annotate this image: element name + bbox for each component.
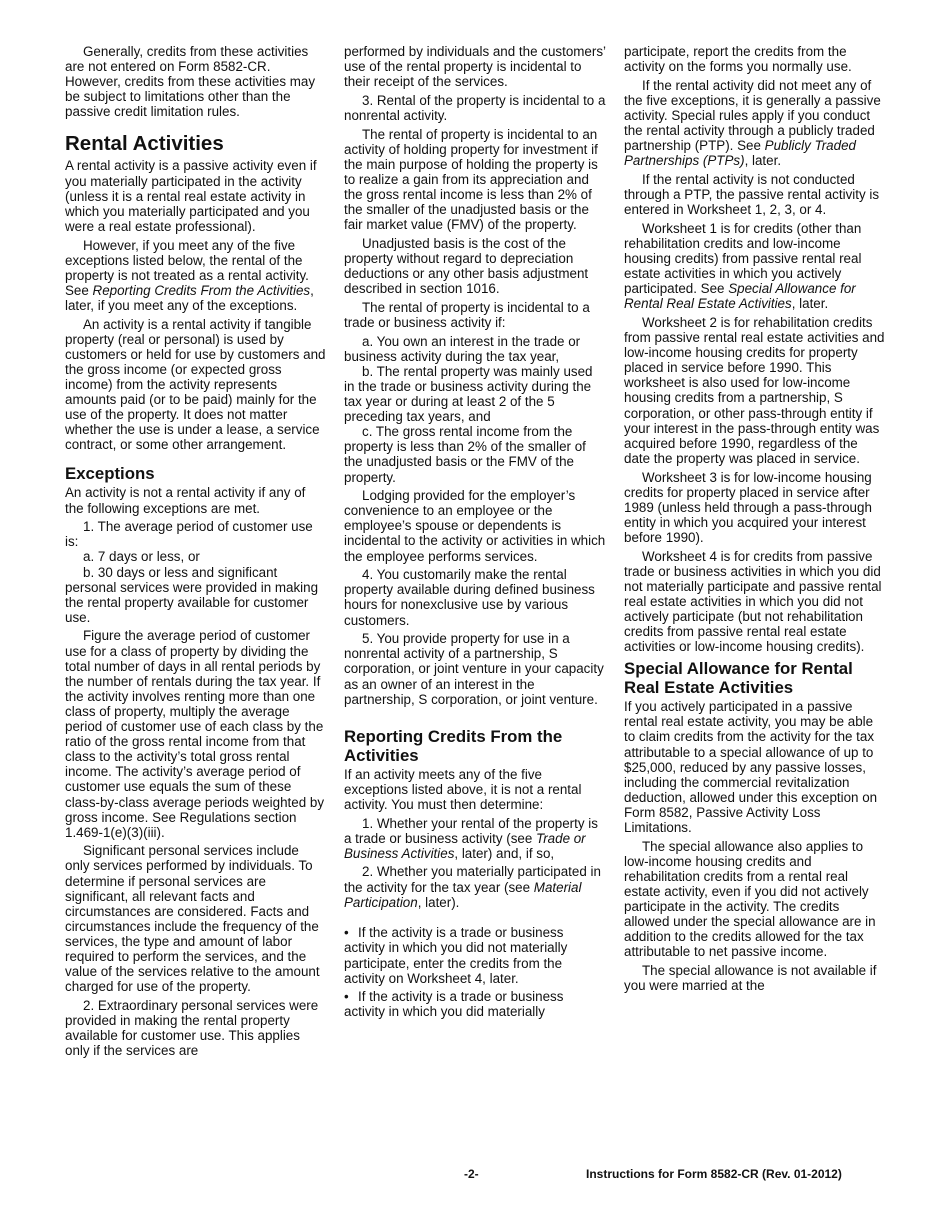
paragraph: 3. Rental of the property is incidental to a nonrental activity. <box>344 92 606 123</box>
cross-reference: Special Allowance for Rental Real Estate Activities <box>624 281 856 312</box>
paragraph: b. The rental property was mainly used in the trade or business activity during the tax year or during at least 2 of the 5 preceding tax years, and <box>344 363 593 425</box>
paragraph: Lodging provided for the employer’s convenience to an employee or the employee’s spouse or dependents is incidental to the activity or activities in which the employee performs services. <box>344 488 606 564</box>
text: 2. Whether you materially participated in the activity for the tax year (see <box>344 864 601 895</box>
column-right <box>624 44 886 997</box>
paragraph: Worksheet 2 is for rehabilitation credits from passive rental real estate activities and low-income housing credits for property placed in service before 1990. This worksheet is also used for low-income housing credits from a partnership, S corporation, or other pass-through entity if your interest in the pass-through entity was acquired before 1990, regardless of the date the property was placed in service. <box>624 314 885 466</box>
text: , later). <box>417 894 460 910</box>
cross-reference: Material Participation <box>344 879 582 910</box>
paragraph: a. 7 days or less, or <box>83 549 200 565</box>
paragraph <box>65 238 327 313</box>
heading-exceptions: Exceptions <box>65 464 155 484</box>
paragraph: If an activity meets any of the five exceptions listed above, it is not a rental activity. You must then determine: <box>344 766 582 812</box>
paragraph: c. The gross rental income from the property is less than 2% of the smaller of the unadjusted basis or the FMV of the property. <box>344 424 586 485</box>
paragraph: Figure the average period of customer use for a class of property by dividing the total number of days in all rental periods by the number of rentals during the tax year. If the activity involves renting more than one class of property, multiply the average period of customer use of each class by the ratio of the gross rental income from that class to the activity’s total gross rental income. The activity’s average period of customer use equals the sum of these class-by-class average periods weighted by gross income. See Regulations section 1.469-1(e)(3)(iii). <box>65 628 325 840</box>
bullet-icon: • <box>344 989 349 1005</box>
page-number: -2- <box>464 1167 479 1181</box>
cross-reference: Publicly Traded Partnerships (PTPs) <box>624 138 856 169</box>
column-left <box>65 44 327 1062</box>
paragraph: participate, report the credits from the activity on the forms you normally use. <box>624 44 852 75</box>
paragraph: An activity is a rental activity if tangible property (real or personal) is used by customers or held for use by customers and the gross income (or expected gross income) from the activity represents amounts paid (or to be paid) mainly for the use of the property. It does not matter whether the use is under a lease, a service contract, or some other arrangement. <box>65 316 326 453</box>
cross-reference: Reporting Credits From the Activities <box>92 282 311 298</box>
paragraph: Unadjusted basis is the cost of the property without regard to depreciation deductions or any other basis adjustment described in section 1016. <box>344 235 589 297</box>
text: If the activity is a trade or business activity in which you did materially <box>344 989 564 1020</box>
paragraph: performed by individuals and the customers’ use of the rental property is incidental to their receipt of the services. <box>344 44 606 90</box>
paragraph: An activity is not a rental activity if any of the following exceptions are met. <box>65 485 306 516</box>
form-reference: Instructions for Form 8582-CR (Rev. 01-2012) <box>586 1167 842 1181</box>
paragraph: The special allowance also applies to low-income housing credits and rehabilitation credits from a rental real estate activity, even if you did not actively participate in the activity. The credits allowed under the special allowance are in addition to the credits allowed for the tax attributable to net passive income. <box>624 838 876 960</box>
paragraph: b. 30 days or less and significant personal services were provided in making the rental property available for customer use. <box>65 564 319 625</box>
paragraph: If the rental activity is not conducted through a PTP, the passive rental activity is entered in Worksheet 1, 2, 3, or 4. <box>624 171 880 218</box>
bullet-icon: • <box>344 925 349 941</box>
heading-reporting-credits: Reporting Credits From the Activities <box>344 726 563 765</box>
paragraph: Significant personal services include only services performed by individuals. To determine if personal services are significant, all relevant facts and circumstances are considered. Facts and circumstances include the frequency of the services, the type and amount of labor required to perform the services, and the value of the services relative to the amount charged for use of the property. <box>65 843 320 995</box>
heading-rental-activities: Rental Activities <box>65 132 224 156</box>
paragraph: Worksheet 4 is for credits from passive trade or business activities in which you did not materially participate and passive rental real estate activities in which you did not actively participate (but not rehabilitation credits from passive rental real estate activities or low-income housing credits). <box>624 548 882 655</box>
paragraph: 2. Extraordinary personal services were provided in making the rental property available for customer use. This applies only if the services are <box>65 997 319 1059</box>
paragraph: Generally, credits from these activities are not entered on Form 8582-CR. However, credits from these activities may be subject to limitations other than the passive credit limitation rules. <box>65 44 316 120</box>
bullet-item <box>344 925 606 985</box>
text: , later. <box>744 153 782 169</box>
paragraph: 5. You provide property for use in a nonrental activity of a partnership, S corporation, or joint venture in your capacity as an owner of an interest in the partnership, S corporation, or joint venture. <box>344 631 604 707</box>
cross-reference: Trade or Business Activities <box>344 830 586 861</box>
column-middle <box>344 44 606 1023</box>
paragraph: Worksheet 3 is for low-income housing credits for property placed in service after 1989 (unless held through a pass-through entity in which you acquired your interest before 1990). <box>624 469 872 545</box>
text: However, if you meet any of the five exceptions listed below, the rental of the property is not treated as a rental activity. See <box>65 237 309 298</box>
text: , later, if you meet any of the exceptions. <box>65 282 314 313</box>
heading-special-allowance: Special Allowance for Rental Real Estate Activities <box>624 659 853 698</box>
paragraph: The special allowance is not available if you were married at the <box>624 963 877 994</box>
paragraph <box>624 78 886 169</box>
text: , later. <box>791 296 829 312</box>
bullet-item <box>344 989 606 1019</box>
paragraph <box>344 864 606 909</box>
paragraph: 4. You customarily make the rental property available during defined business hours for nonexclusive use by various customers. <box>344 567 595 628</box>
paragraph: 1. The average period of customer use is: <box>65 519 313 550</box>
text: , later) and, if so, <box>454 845 555 861</box>
text: If the activity is a trade or business activity in which you did not materially participate, enter the credits from the activity on Worksheet 4, later. <box>344 925 568 986</box>
text: 1. Whether your rental of the property is a trade or business activity (see <box>344 815 598 846</box>
paragraph: a. You own an interest in the trade or business activity during the tax year, <box>344 333 581 364</box>
paragraph: A rental activity is a passive activity even if you materially participated in the activity (unless it is a rental real estate activity in which you materially participated and you were a real estate professional). <box>65 158 317 234</box>
paragraph: If you actively participated in a passive rental real estate activity, you may be able to claim credits from the activity for the tax attributable to a special allowance of up to $25,000, reduced by any passive losses, including the commercial revitalization deduction, allowed under this exception on Form 8582, Passive Activity Loss Limitations. <box>624 699 878 835</box>
paragraph: The rental of property is incidental to an activity of holding property for investment if the main purpose of holding the property is to realize a gain from its appreciation and the gross rental income is less than 2% of the smaller of the unadjusted basis or the fair market value (FMV) of the property. <box>344 126 598 233</box>
text: If the rental activity did not meet any of the five exceptions, it is generally a passive activity. Special rules apply if you conduct the rental activity through a publicly traded partnership (PTP). See <box>624 77 881 154</box>
paragraph: The rental of property is incidental to a trade or business activity if: <box>344 299 590 330</box>
paragraph <box>624 221 886 312</box>
text: Worksheet 1 is for credits (other than rehabilitation credits and low-income housing credits) from passive rental real estate activities in which you actively participated. See <box>624 220 862 297</box>
paragraph <box>344 816 606 861</box>
